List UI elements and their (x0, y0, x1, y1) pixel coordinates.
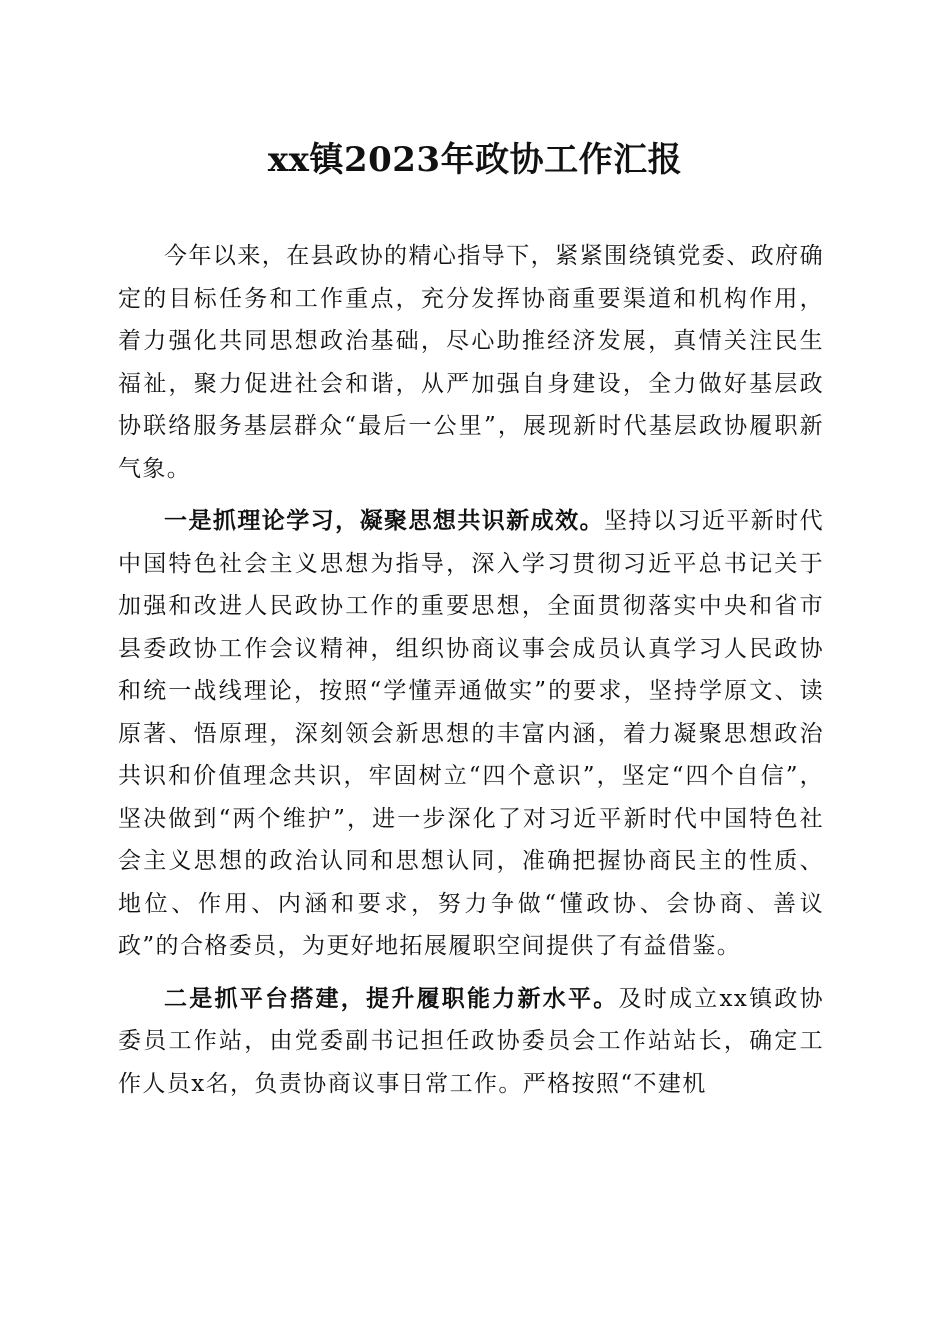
paragraph-lead-heading: 二是抓平台搭建，提升履职能力新水平。 (164, 984, 619, 1012)
paragraph-intro (118, 235, 824, 490)
paragraph-lead-heading: 一是抓理论学习，凝聚思想共识新成效。 (164, 507, 605, 534)
paragraph-text: 及时成立xx镇政协委员工作站，由党委副书记担任政协委员会工作站站长，确定工作人员x名，负责协商议事日常工作。严格按照“不建机 (118, 985, 824, 1097)
document-title: xx镇2023年政协工作汇报 (267, 140, 683, 180)
document-body (118, 235, 824, 1115)
paragraph-text: 坚持以习近平新时代中国特色社会主义思想为指导，深入学习贯彻习近平总书记关于加强和改进人民政协工作的重要思想，全面贯彻落实中央和省市县委政协工作会议精神，组织协商议事会成员认真学习人民政协和统一战线理论，按照“学懂弄通做实”的要求，坚持学原文、读原著、悟原理，深刻领会新思想的丰富内涵，着力凝聚思想政治共识和价值理念共识，牢固树立“四个意识”，坚定“四个自信”，坚决做到“两个维护”，进一步深化了对习近平新时代中国特色社会主义思想的政治认同和思想认同，准确把握协商民主的性质、地位、作用、内涵和要求，努力争做“懂政协、会协商、善议政”的合格委员，为更好地拓展履职空间提供了有益借鉴。 (118, 508, 824, 959)
paragraph-platform-building (118, 978, 824, 1106)
paragraph-theory-study (118, 500, 824, 968)
paragraph-text: 今年以来，在县政协的精心指导下，紧紧围绕镇党委、政府确定的目标任务和工作重点，充分发挥协商重要渠道和机构作用，着力强化共同思想政治基础，尽心助推经济发展，真情关注民生福祉，聚力促进社会和谐，从严加强自身建设，全力做好基层政协联络服务基层群众“最后一公里”，展现新时代基层政协履职新气象。 (118, 243, 824, 482)
